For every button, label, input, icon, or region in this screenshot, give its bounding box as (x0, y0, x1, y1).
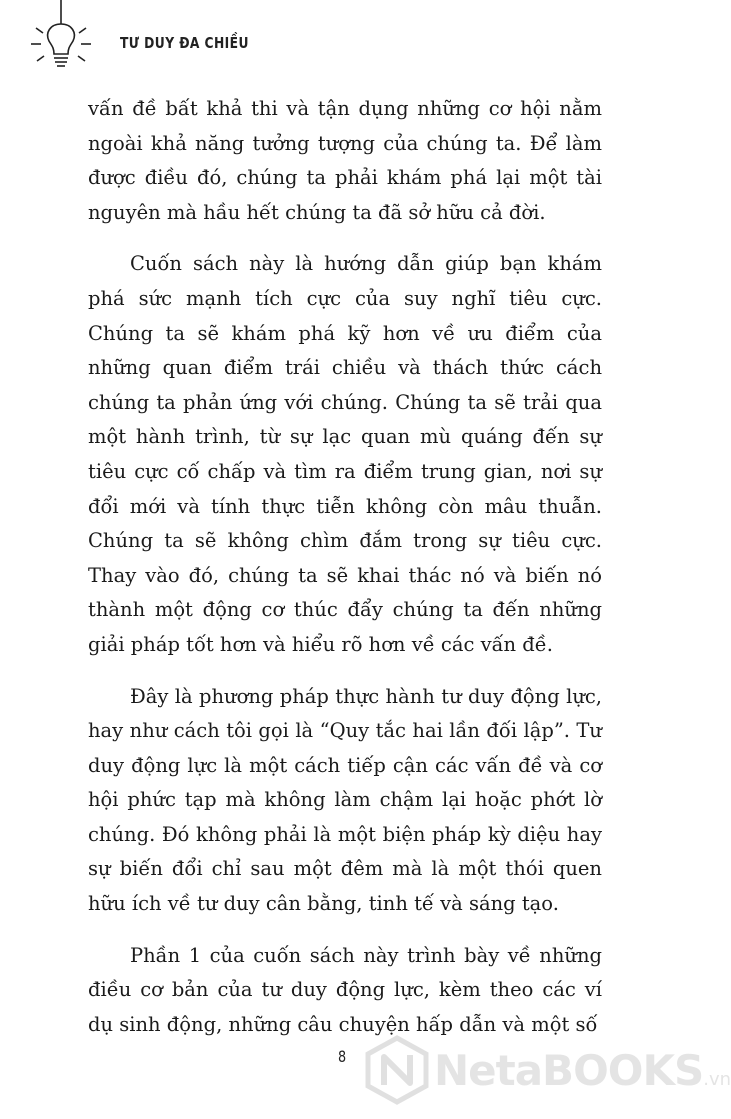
paragraph: Đây là phương pháp thực hành tư duy động lực, hay như cách tôi gọi là “Quy tắc hai lần đối lập”. Tư duy động lực là một cách tiếp cận các vấn đề và cơ hội phức tạp mà không làm chậm lại hoặc phớt lờ chúng. Đó không phải là một biện pháp kỳ diệu hay sự biến đổi chỉ sau một đêm mà là một thói quen hữu ích về tư duy cân bằng, tinh tế và sáng tạo. (88, 684, 602, 916)
page-body (88, 92, 602, 1059)
lightbulb-icon (28, 0, 100, 80)
netabooks-logo-icon (362, 1035, 432, 1105)
paragraph: Cuốn sách này là hướng dẫn giúp bạn khám phá sức mạnh tích cực của suy nghĩ tiêu cực. Chúng ta sẽ khám phá kỹ hơn về ưu điểm của những quan điểm trái chiều và thách thức cách chúng ta phản ứng với chúng. Chúng ta sẽ trải qua một hành trình, từ sự lạc quan mù quáng đến sự tiêu cực cố chấp và tìm ra điểm trung gian, nơi sự đổi mới và tính thực tiễn không còn mâu thuẫn. Chúng ta sẽ không chìm đắm trong sự tiêu cực. Thay vào đó, chúng ta sẽ khai thác nó và biến nó thành một động cơ thúc đẩy chúng ta đến những giải pháp tốt hơn và hiểu rõ hơn về các vấn đề. (88, 252, 602, 656)
paragraph: Phần 1 của cuốn sách này trình bày về những điều cơ bản của tư duy động lực, kèm theo các ví dụ sinh động, những câu chuyện hấp dẫn và một số (88, 943, 602, 1036)
watermark (362, 1030, 731, 1110)
watermark-brand: NetaBOOKS.vn (434, 1045, 731, 1095)
watermark-suffix: .vn (703, 1068, 731, 1090)
running-header (28, 0, 668, 80)
paragraph: vấn đề bất khả thi và tận dụng những cơ hội nằm ngoài khả năng tưởng tượng của chúng ta. Để làm được điều đó, chúng ta phải khám phá lại một tài nguyên mà hầu hết chúng ta đã sở hữu cả đời. (88, 97, 602, 224)
page-number: 8 (338, 1047, 347, 1066)
running-header-title: TƯ DUY ĐA CHIỀU (120, 34, 249, 52)
